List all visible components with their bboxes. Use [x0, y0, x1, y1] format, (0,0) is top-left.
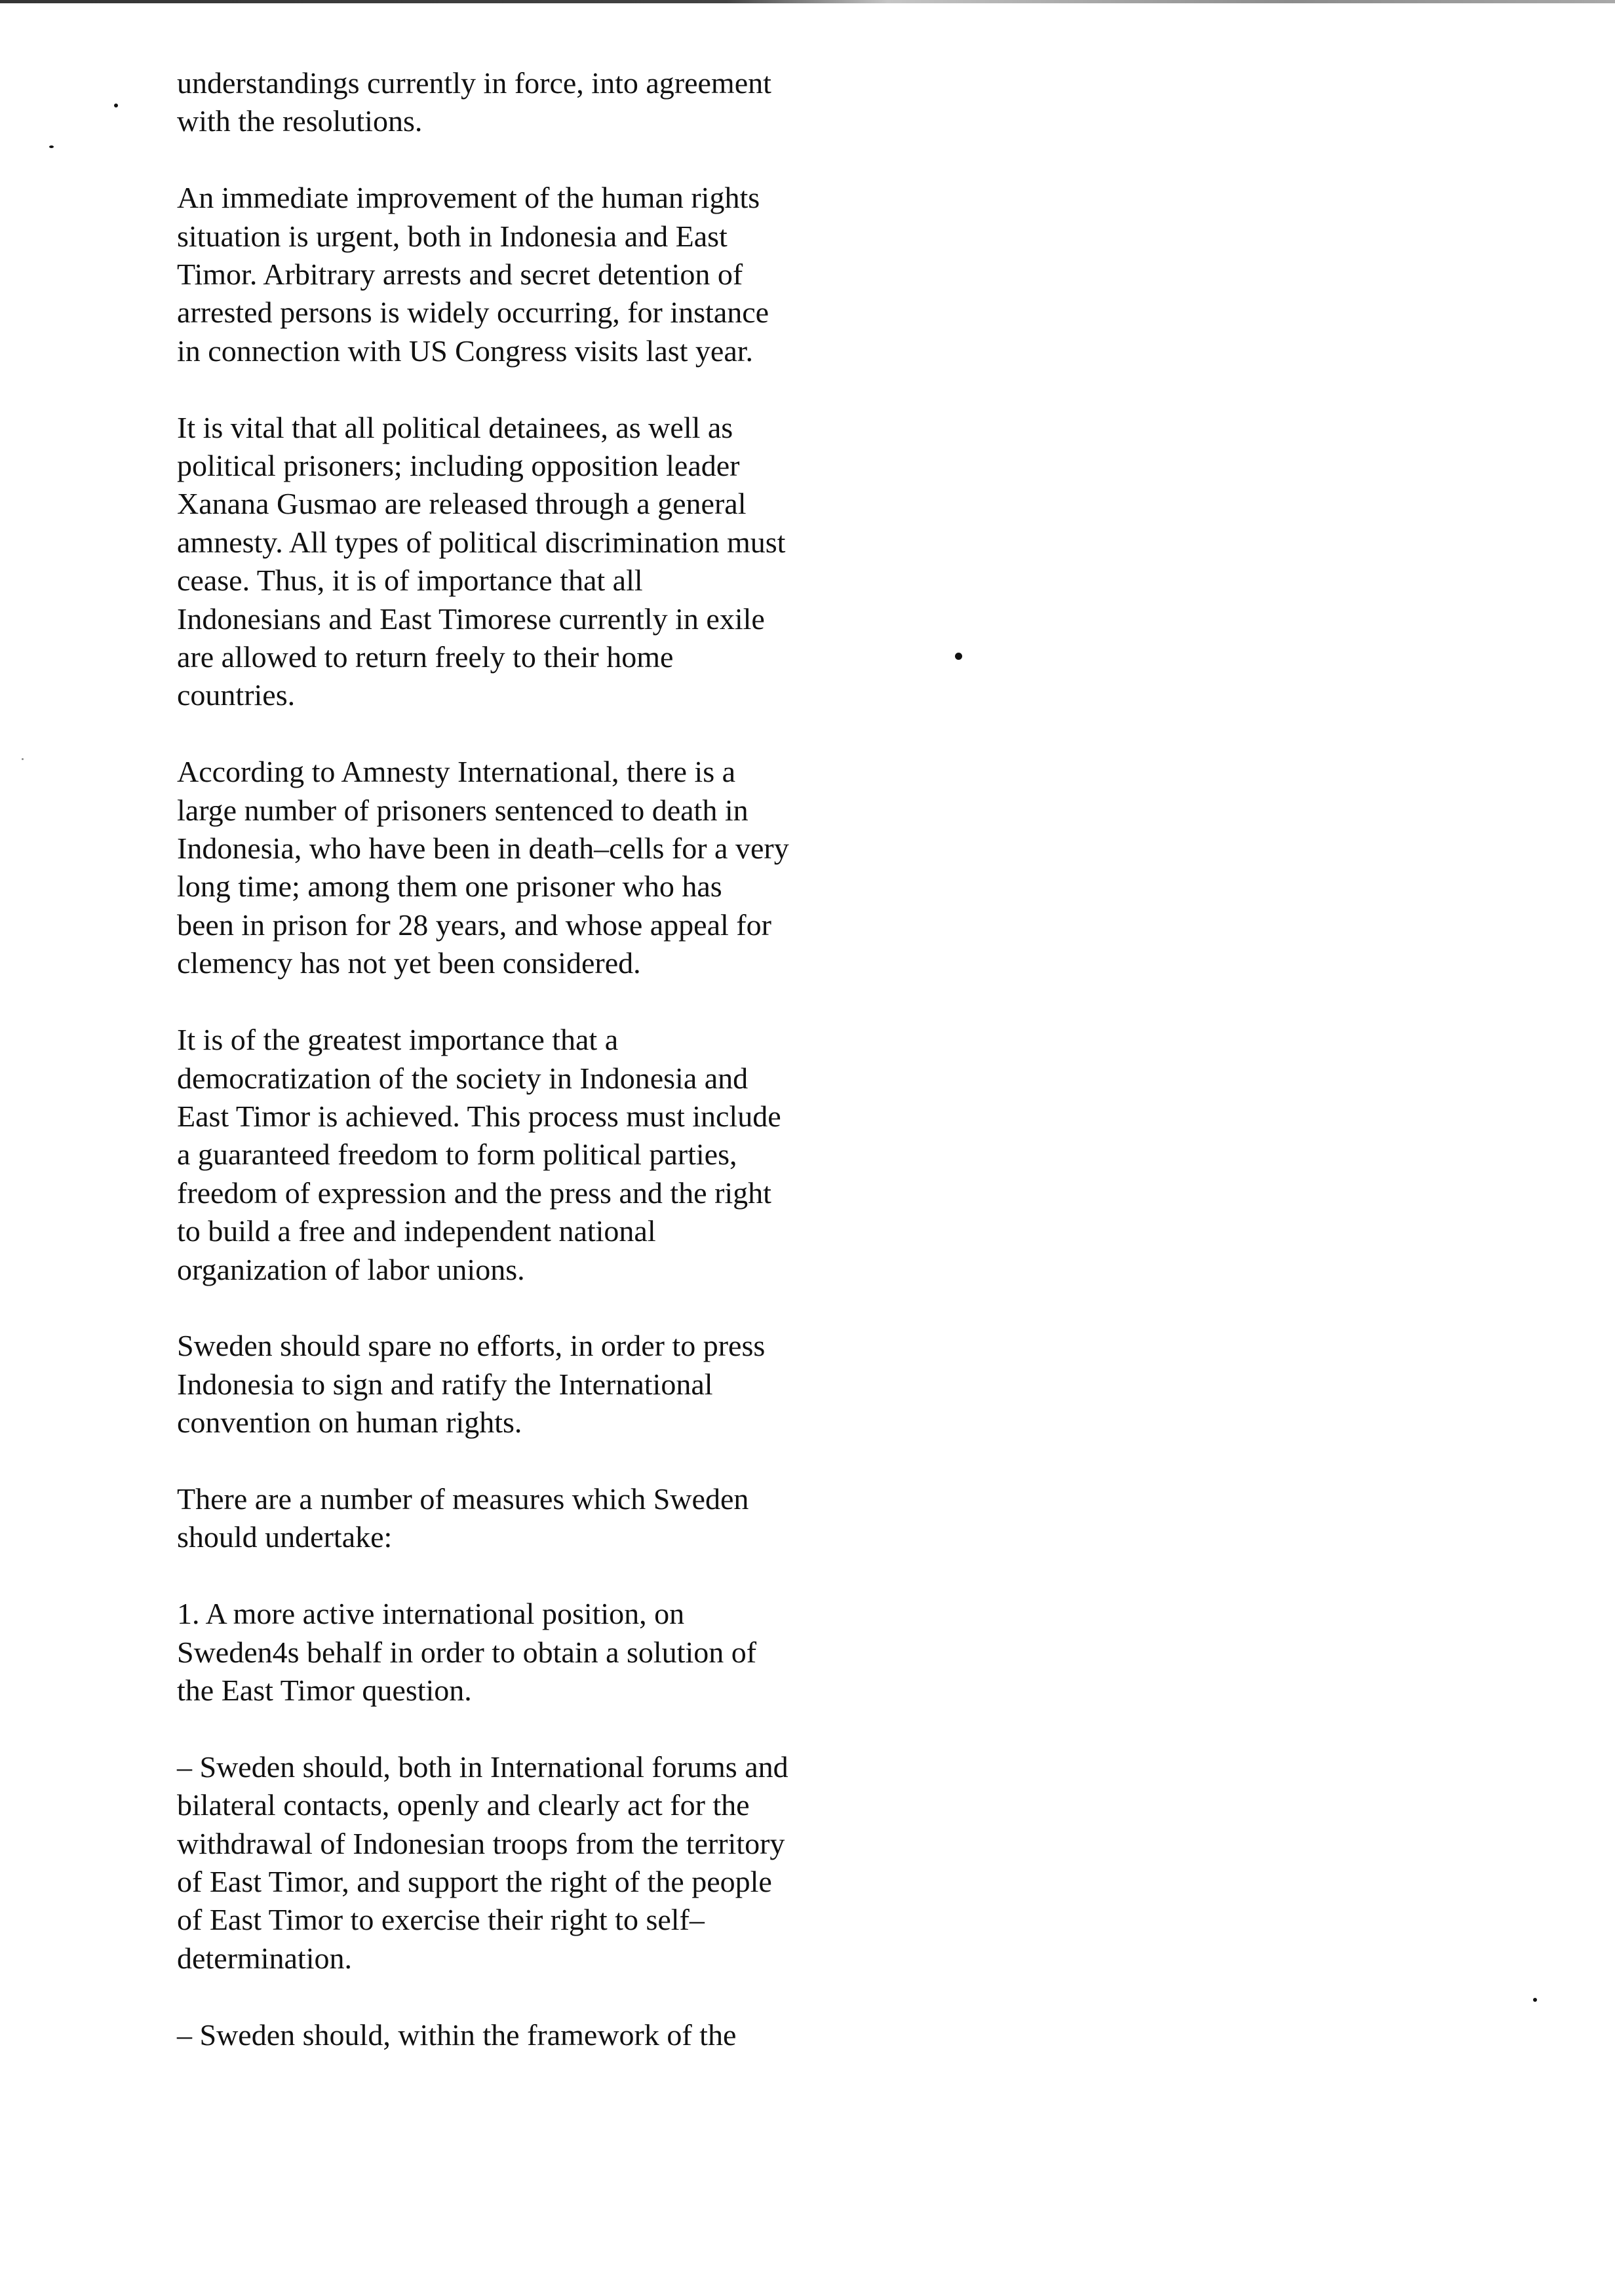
text-line: Indonesians and East Timorese currently in exile: [177, 602, 765, 636]
text-line: determination.: [177, 1941, 352, 1975]
text-line: should undertake:: [177, 1520, 393, 1554]
text-line: – Sweden should, both in International forums and: [177, 1750, 788, 1784]
text-line: Sweden4s behalf in order to obtain a solution of: [177, 1635, 757, 1669]
paragraph: [177, 2016, 931, 2054]
text-line: withdrawal of Indonesian troops from the territory: [177, 1826, 785, 1860]
text-line: Timor. Arbitrary arrests and secret detention of: [177, 258, 743, 292]
paragraph: [177, 1748, 931, 1978]
text-line: of East Timor to exercise their right to self–: [177, 1903, 705, 1937]
text-line: are allowed to return freely to their home: [177, 640, 674, 674]
paragraph: [177, 1480, 931, 1557]
text-line: organization of labor unions.: [177, 1252, 525, 1286]
paragraph: [177, 1595, 931, 1710]
paragraph: [177, 64, 931, 141]
paragraph: [177, 1327, 931, 1442]
text-line: There are a number of measures which Sweden: [177, 1482, 749, 1516]
text-line: 1. A more active international position, on: [177, 1597, 685, 1631]
scan-speck: [22, 758, 24, 760]
text-line: cease. Thus, it is of importance that all: [177, 564, 643, 598]
text-line: understandings currently in force, into agreement: [177, 66, 771, 100]
top-scan-edge-rule: [0, 0, 1615, 3]
text-line: Sweden should spare no efforts, in order to press: [177, 1329, 766, 1363]
paragraph: [177, 1021, 931, 1289]
text-line: in connection with US Congress visits last year.: [177, 334, 754, 368]
scan-speck: [114, 104, 118, 107]
text-line: An immediate improvement of the human rights: [177, 181, 760, 215]
paragraph: [177, 409, 931, 715]
text-line: democratization of the society in Indonesia and: [177, 1061, 749, 1095]
text-line: – Sweden should, within the framework of the: [177, 2018, 737, 2052]
text-line: of East Timor, and support the right of the people: [177, 1864, 772, 1898]
text-line: the East Timor question.: [177, 1673, 472, 1707]
text-line: Indonesia, who have been in death–cells for a very: [177, 832, 789, 866]
text-line: It is vital that all political detainees, as well as: [177, 410, 733, 444]
text-line: long time; among them one prisoner who has: [177, 870, 722, 904]
text-line: to build a free and independent national: [177, 1214, 656, 1248]
text-line: large number of prisoners sentenced to death in: [177, 793, 749, 827]
text-line: arrested persons is widely occurring, for instance: [177, 296, 769, 330]
text-line: According to Amnesty International, there is a: [177, 755, 736, 789]
text-line: Indonesia to sign and ratify the International: [177, 1367, 713, 1401]
text-line: a guaranteed freedom to form political parties,: [177, 1138, 737, 1172]
text-line: countries.: [177, 678, 296, 712]
scan-speck: [49, 145, 54, 148]
text-line: Xanana Gusmao are released through a general: [177, 487, 747, 521]
text-line: clemency has not yet been considered.: [177, 946, 641, 980]
text-line: East Timor is achieved. This process must include: [177, 1099, 781, 1133]
text-line: bilateral contacts, openly and clearly act for the: [177, 1788, 750, 1822]
text-line: It is of the greatest importance that a: [177, 1023, 619, 1057]
scan-speck: [955, 653, 962, 660]
text-line: political prisoners; including opposition leader: [177, 449, 740, 483]
text-line: amnesty. All types of political discrimination must: [177, 525, 786, 559]
paragraph: [177, 753, 931, 982]
document-body: [177, 64, 931, 2092]
text-line: freedom of expression and the press and the right: [177, 1176, 771, 1210]
text-line: with the resolutions.: [177, 104, 423, 138]
text-line: been in prison for 28 years, and whose appeal for: [177, 908, 771, 942]
text-line: situation is urgent, both in Indonesia and East: [177, 219, 728, 253]
scan-speck: [1533, 1998, 1537, 2002]
paragraph: [177, 179, 931, 370]
text-line: convention on human rights.: [177, 1406, 522, 1440]
